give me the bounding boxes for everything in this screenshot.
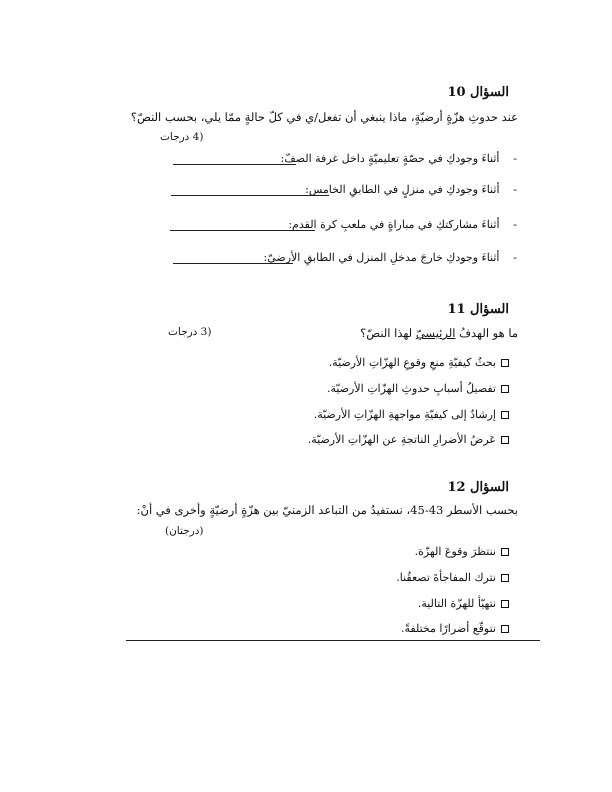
q10-answer-line-4[interactable]	[173, 263, 293, 264]
q10-text: عند حدوثِ هزّةٍ أرضيّةٍ، ماذا ينبغي أن تفعل/ي في كلّ حالةٍ ممّا يلي، بحسب النصّ؟	[130, 110, 518, 124]
q11-option-4-label: عَرضُ الأضرارِ الناتجةِ عن الهزّاتِ الأرضيّة.	[307, 433, 496, 446]
q10-item-3	[288, 218, 517, 231]
q10-title: السؤال 10	[447, 85, 509, 100]
q10-item-4-label: أثناءَ وجودكِ خارجَ مدخلِ المنزل في الطابقِ الأرضيّ:	[263, 251, 500, 264]
q10-answer-line-3[interactable]	[170, 230, 315, 231]
q10-item-2	[305, 183, 517, 196]
q10-points: (4 درجات	[160, 131, 204, 143]
q12-points: (درجتان)	[165, 525, 204, 537]
checkbox-icon[interactable]	[501, 548, 509, 556]
q11-option-3[interactable]	[314, 408, 509, 421]
q11-title: السؤال 11	[447, 302, 509, 317]
q11-text-underlined: الرئيسيّ	[415, 326, 456, 340]
q10-item-1	[281, 152, 517, 165]
checkbox-icon[interactable]	[501, 600, 509, 608]
q12-option-1[interactable]	[415, 545, 509, 558]
q11-text	[360, 326, 518, 340]
q10-answer-line-2[interactable]	[171, 195, 329, 196]
q12-text: بحسب الأسطر 43-45، نستفيدُ من التباعد الزمنيّ بين هزّةٍ أرضيّةٍ وأخرى في أنْ:	[136, 503, 518, 517]
dash-bullet: -	[513, 152, 517, 165]
checkbox-icon[interactable]	[501, 574, 509, 582]
checkbox-icon[interactable]	[501, 359, 509, 367]
section-divider	[126, 640, 540, 641]
q10-item-3-label: أثناءَ مشاركتكِ في مباراةٍ في ملعبِ كرة القدم:	[288, 218, 500, 231]
q11-text-after: لهذا النصّ؟	[360, 326, 413, 340]
checkbox-icon[interactable]	[501, 436, 509, 444]
q12-title: السؤال 12	[447, 480, 509, 495]
q12-option-3-label: نتهيّأ للهزّة التالية.	[417, 597, 496, 610]
q12-option-2-label: نترك المفاجأةَ تصعقُنا.	[396, 571, 496, 584]
q11-option-4[interactable]	[308, 433, 509, 446]
q11-text-before: ما هو الهدفُ	[459, 326, 518, 340]
q11-option-3-label: إرشادٌ إلى كيفيّةِ مواجهةِ الهزّاتِ الأرضيّة.	[313, 408, 496, 421]
q12-option-4-label: نتوقّع أضرارًا مختلفةً.	[401, 622, 496, 635]
dash-bullet: -	[513, 183, 517, 196]
checkbox-icon[interactable]	[501, 625, 509, 633]
checkbox-icon[interactable]	[501, 385, 509, 393]
q11-option-2[interactable]	[327, 382, 509, 395]
q10-item-2-label: أثناءَ وجودكِ في منزلٍ في الطابقِ الخامس:	[305, 183, 500, 196]
q12-option-3[interactable]	[418, 597, 509, 610]
q11-option-1-label: بحثُ كيفيّةِ منعِ وقوعِ الهزّاتِ الأرضيّة.	[328, 356, 496, 369]
q11-option-1[interactable]	[329, 356, 509, 369]
dash-bullet: -	[513, 218, 517, 231]
checkbox-icon[interactable]	[501, 411, 509, 419]
q10-item-4	[263, 251, 517, 264]
q12-option-1-label: ننتظرَ وقوعَ الهزّة.	[414, 545, 496, 558]
q12-option-4[interactable]	[401, 622, 509, 635]
dash-bullet: -	[513, 251, 517, 264]
q11-option-2-label: تفصيلُ أسبابِ حدوثِ الهزّاتِ الأرضيّة.	[327, 382, 496, 395]
q12-option-2[interactable]	[396, 571, 509, 584]
q10-item-1-label: أثناءَ وجودكِ في حصّةٍ تعليميّةٍ داخل غرفة الصفّ:	[280, 152, 500, 165]
q10-answer-line-1[interactable]	[173, 164, 296, 165]
q11-points: (3 درجات	[168, 326, 212, 338]
